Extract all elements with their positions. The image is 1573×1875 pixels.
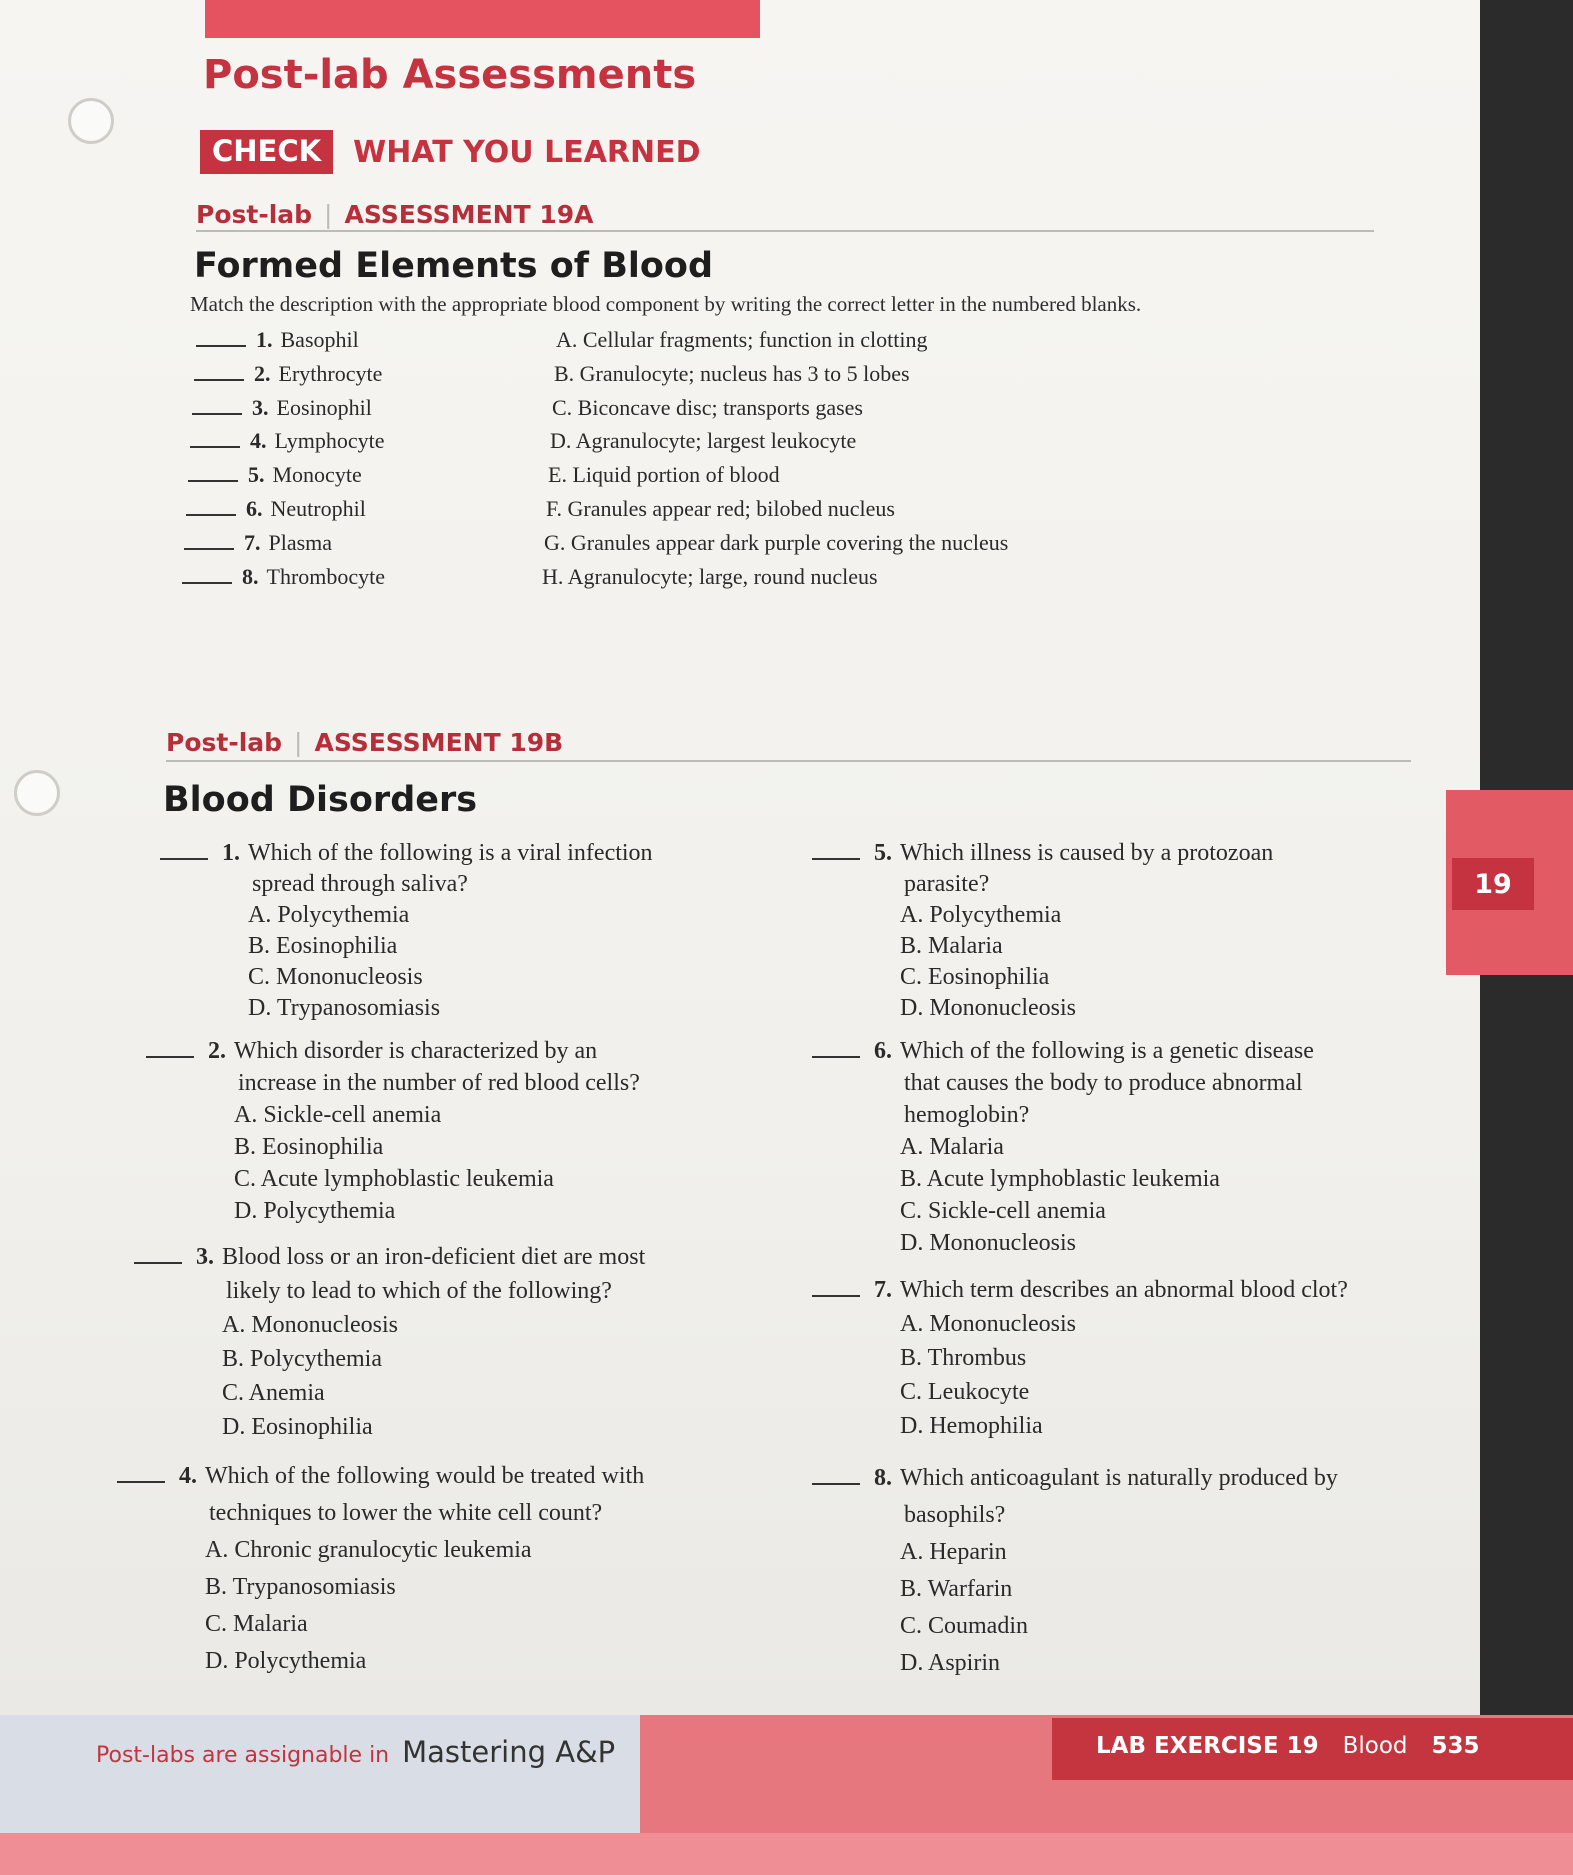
question-number: 8. — [874, 1465, 892, 1491]
item-description: B. Granulocyte; nucleus has 3 to 5 lobes — [554, 360, 910, 386]
footer-note: Post-labs are assignable in Mastering A&P — [96, 1735, 616, 1769]
answer-blank[interactable] — [134, 1244, 182, 1264]
question-text: parasite? — [904, 871, 990, 897]
item-description: F. Granules appear red; bilobed nucleus — [546, 496, 895, 521]
question-text: that causes the body to produce abnormal — [904, 1070, 1303, 1096]
chapter-tab-number: 19 — [1452, 858, 1534, 910]
item-description: A. Cellular fragments; function in clotting — [556, 327, 928, 352]
answer-blank[interactable] — [184, 528, 234, 550]
question-text: spread through saliva? — [252, 871, 468, 897]
assessment-b-label: Post-lab | ASSESSMENT 19B — [166, 728, 564, 757]
question — [117, 1458, 644, 1680]
answer-blank[interactable] — [188, 460, 238, 482]
item-term: Basophil — [280, 327, 359, 352]
question-text: Which illness is caused by a protozoan — [900, 840, 1274, 866]
question — [160, 838, 653, 1024]
item-term: Monocyte — [272, 462, 362, 488]
answer-option: B. Warfarin — [900, 1576, 1013, 1602]
check-badge: CHECK — [200, 130, 333, 174]
question — [812, 838, 1273, 1024]
answer-blank[interactable] — [186, 494, 236, 516]
footer-strip — [0, 1833, 1573, 1875]
item-number: 3. — [252, 394, 269, 420]
question — [146, 1035, 640, 1227]
match-row — [194, 359, 910, 391]
item-number: 7. — [244, 529, 261, 555]
answer-blank[interactable] — [160, 840, 208, 860]
question-text: Which term describes an abnormal blood clot? — [900, 1277, 1348, 1303]
answer-option: A. Polycythemia — [900, 902, 1062, 928]
question-text: likely to lead to which of the following? — [226, 1278, 612, 1304]
question-text: Which of the following is a viral infection — [248, 840, 653, 866]
question-text: techniques to lower the white cell count? — [209, 1500, 603, 1526]
item-description: D. Agranulocyte; largest leukocyte — [550, 428, 857, 454]
answer-option: A. Mononucleosis — [222, 1312, 398, 1338]
match-row — [182, 562, 878, 594]
question-text: Blood loss or an iron-deficient diet are most — [222, 1244, 646, 1270]
answer-option: D. Mononucleosis — [900, 1230, 1076, 1256]
answer-option: A. Chronic granulocytic leukemia — [205, 1537, 532, 1563]
item-term: Lymphocyte — [274, 428, 385, 454]
answer-option: A. Heparin — [900, 1539, 1007, 1565]
divider — [196, 230, 1374, 232]
item-term: Erythrocyte — [278, 360, 383, 386]
answer-blank[interactable] — [812, 840, 860, 860]
answer-option: C. Acute lymphoblastic leukemia — [234, 1166, 554, 1192]
question — [134, 1240, 645, 1444]
answer-option: C. Leukocyte — [900, 1379, 1030, 1405]
answer-blank[interactable] — [182, 562, 232, 584]
answer-option: A. Mononucleosis — [900, 1311, 1076, 1337]
question — [812, 1035, 1314, 1259]
lab-topic: Blood — [1342, 1733, 1408, 1759]
answer-blank[interactable] — [117, 1463, 165, 1483]
question — [812, 1460, 1338, 1682]
item-number: 2. — [254, 360, 271, 386]
item-number: 1. — [256, 327, 273, 352]
page-title: Post-lab Assessments — [203, 52, 697, 98]
item-description: E. Liquid portion of blood — [548, 462, 780, 488]
page-number: 535 — [1431, 1733, 1480, 1759]
assessment-a-label: Post-lab | ASSESSMENT 19A — [196, 200, 594, 229]
answer-option: C. Mononucleosis — [248, 964, 423, 990]
answer-option: D. Hemophilia — [900, 1413, 1043, 1439]
question-text: Which disorder is characterized by an — [234, 1038, 598, 1064]
item-description: H. Agranulocyte; large, round nucleus — [542, 563, 878, 589]
answer-option: D. Trypanosomiasis — [248, 995, 441, 1021]
answer-option: D. Polycythemia — [234, 1198, 396, 1224]
top-color-bar — [205, 0, 760, 38]
answer-option: B. Polycythemia — [222, 1346, 382, 1372]
question-text: increase in the number of red blood cells? — [238, 1070, 640, 1096]
question-number: 7. — [874, 1277, 892, 1303]
item-number: 8. — [242, 563, 259, 589]
answer-option: C. Anemia — [222, 1380, 325, 1406]
question-text: hemoglobin? — [904, 1102, 1030, 1128]
answer-option: D. Aspirin — [900, 1650, 1001, 1676]
match-row — [196, 325, 927, 357]
match-row — [192, 393, 863, 425]
item-description: C. Biconcave disc; transports gases — [552, 394, 863, 420]
answer-blank[interactable] — [812, 1038, 860, 1058]
answer-blank[interactable] — [196, 325, 246, 347]
answer-option: C. Sickle-cell anemia — [900, 1198, 1106, 1224]
answer-option: B. Trypanosomiasis — [205, 1574, 396, 1600]
match-row — [184, 528, 1008, 560]
answer-option: D. Polycythemia — [205, 1648, 367, 1674]
match-row — [190, 426, 856, 458]
answer-option: B. Thrombus — [900, 1345, 1027, 1371]
check-header — [200, 130, 701, 174]
answer-blank[interactable] — [194, 359, 244, 381]
match-row — [186, 494, 895, 526]
check-text: WHAT YOU LEARNED — [353, 134, 701, 170]
answer-option: B. Malaria — [900, 933, 1003, 959]
footer-lab-info — [1096, 1733, 1480, 1759]
item-number: 6. — [246, 496, 263, 521]
answer-option: D. Mononucleosis — [900, 995, 1076, 1021]
answer-option: B. Acute lymphoblastic leukemia — [900, 1166, 1220, 1192]
answer-blank[interactable] — [146, 1038, 194, 1058]
binder-hole-icon — [68, 98, 114, 144]
question-text: Which of the following is a genetic disease — [900, 1038, 1314, 1064]
answer-option: B. Eosinophilia — [248, 933, 398, 959]
question-text: Which anticoagulant is naturally produced by — [900, 1465, 1338, 1491]
answer-option: D. Eosinophilia — [222, 1414, 373, 1440]
answer-blank[interactable] — [812, 1465, 860, 1485]
answer-option: C. Coumadin — [900, 1613, 1029, 1639]
answer-option: B. Eosinophilia — [234, 1134, 384, 1160]
question-number: 5. — [874, 840, 892, 866]
item-number: 5. — [248, 462, 265, 488]
answer-option: A. Malaria — [900, 1134, 1004, 1160]
answer-blank[interactable] — [190, 426, 240, 448]
item-description: G. Granules appear dark purple covering the nucleus — [544, 529, 1009, 555]
binder-hole-icon — [14, 770, 60, 816]
question-number: 6. — [874, 1038, 892, 1064]
answer-option: A. Polycythemia — [248, 902, 410, 928]
answer-option: C. Eosinophilia — [900, 964, 1050, 990]
question-number: 1. — [222, 840, 240, 866]
question — [812, 1273, 1348, 1443]
divider — [166, 760, 1411, 762]
item-term: Plasma — [268, 529, 333, 555]
answer-blank[interactable] — [192, 393, 242, 415]
section-title-a: Formed Elements of Blood — [194, 246, 714, 286]
item-term: Thrombocyte — [266, 563, 386, 589]
item-term: Eosinophil — [276, 394, 372, 420]
instructions: Match the description with the appropriate blood component by writing the correct letter in the numbered blanks. — [190, 292, 1142, 316]
footer-left — [0, 1715, 640, 1833]
question-number: 3. — [196, 1244, 214, 1270]
section-title-b: Blood Disorders — [163, 780, 478, 820]
answer-blank[interactable] — [812, 1277, 860, 1297]
lab-exercise-label: LAB EXERCISE 19 — [1096, 1733, 1319, 1759]
question-number: 4. — [179, 1463, 197, 1489]
match-row — [188, 460, 780, 492]
question-text: basophils? — [904, 1502, 1006, 1528]
answer-option: A. Sickle-cell anemia — [234, 1102, 442, 1128]
item-number: 4. — [250, 428, 267, 454]
answer-option: C. Malaria — [205, 1611, 308, 1637]
item-term: Neutrophil — [270, 496, 366, 521]
question-number: 2. — [208, 1038, 226, 1064]
footer-brand: Mastering A&P — [402, 1735, 616, 1769]
question-text: Which of the following would be treated with — [205, 1463, 645, 1489]
